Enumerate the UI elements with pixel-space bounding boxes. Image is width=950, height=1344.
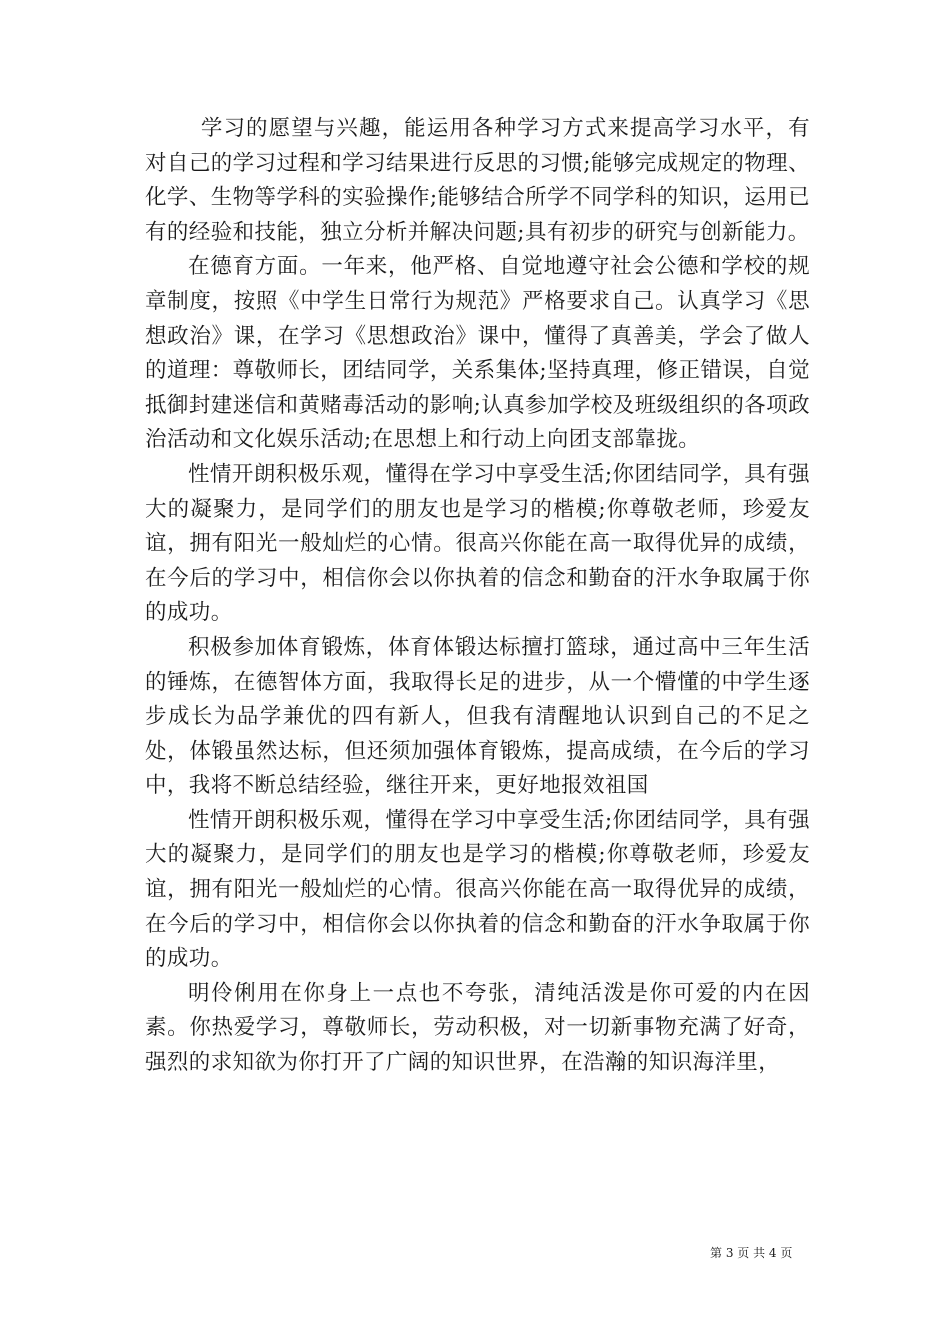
paragraph-physical-exercise: 积极参加体育锻炼，体育体锻达标擅打篮球，通过高中三年生活的锤炼，在德智体方面，我取得长足的进步，从一个懵懂的中学生逐步成长为品学兼优的四有新人，但我有清醒地认识到自己的不足之处，体锻虽然达标，但还须加强体育锻炼，提高成绩，在今后的学习中，我将不断总结经验，继往开来，更好地报效祖国 (145, 634, 810, 799)
document-body (145, 112, 810, 1081)
paragraph-personality-comment-repeat: 性情开朗积极乐观，懂得在学习中享受生活;你团结同学，具有强大的凝聚力，是同学们的朋友也是学习的楷模;你尊敬老师，珍爱友谊，拥有阳光一般灿烂的心情。很高兴你能在高一取得优异的成绩，在今后的学习中，相信你会以你执着的信念和勤奋的汗水争取属于你的成功。 (145, 807, 810, 972)
paragraph-moral-education: 在德育方面。一年来，他严格、自觉地遵守社会公德和学校的规章制度，按照《中学生日常行为规范》严格要求自己。认真学习《思想政治》课，在学习《思想政治》课中，懂得了真善美，学会了做人的道理：尊敬师长，团结同学，关系集体;坚持真理，修正错误，自觉抵御封建迷信和黄赌毒活动的影响;认真参加学校及班级组织的各项政治活动和文化娱乐活动;在思想上和行动上向团支部靠拢。 (145, 254, 810, 453)
paragraph-study-habits: 学习的愿望与兴趣，能运用各种学习方式来提高学习水平，有对自己的学习过程和学习结果进行反思的习惯;能够完成规定的物理、化学、生物等学科的实验操作;能够结合所学不同学科的知识，运用已有的经验和技能，独立分析并解决问题;具有初步的研究与创新能力。 (145, 116, 810, 245)
paragraph-personality-comment: 性情开朗积极乐观，懂得在学习中享受生活;你团结同学，具有强大的凝聚力，是同学们的朋友也是学习的楷模;你尊敬老师，珍爱友谊，拥有阳光一般灿烂的心情。很高兴你能在高一取得优异的成绩，在今后的学习中，相信你会以你执着的信念和勤奋的汗水争取属于你的成功。 (145, 461, 810, 626)
page-number-footer: 第 3 页 共 4 页 (710, 1246, 793, 1260)
paragraph-clever-lively: 明伶俐用在你身上一点也不夸张，清纯活泼是你可爱的内在因素。你热爱学习，尊敬师长，劳动积极，对一切新事物充满了好奇，强烈的求知欲为你打开了广阔的知识世界，在浩瀚的知识海洋里， (145, 980, 810, 1076)
